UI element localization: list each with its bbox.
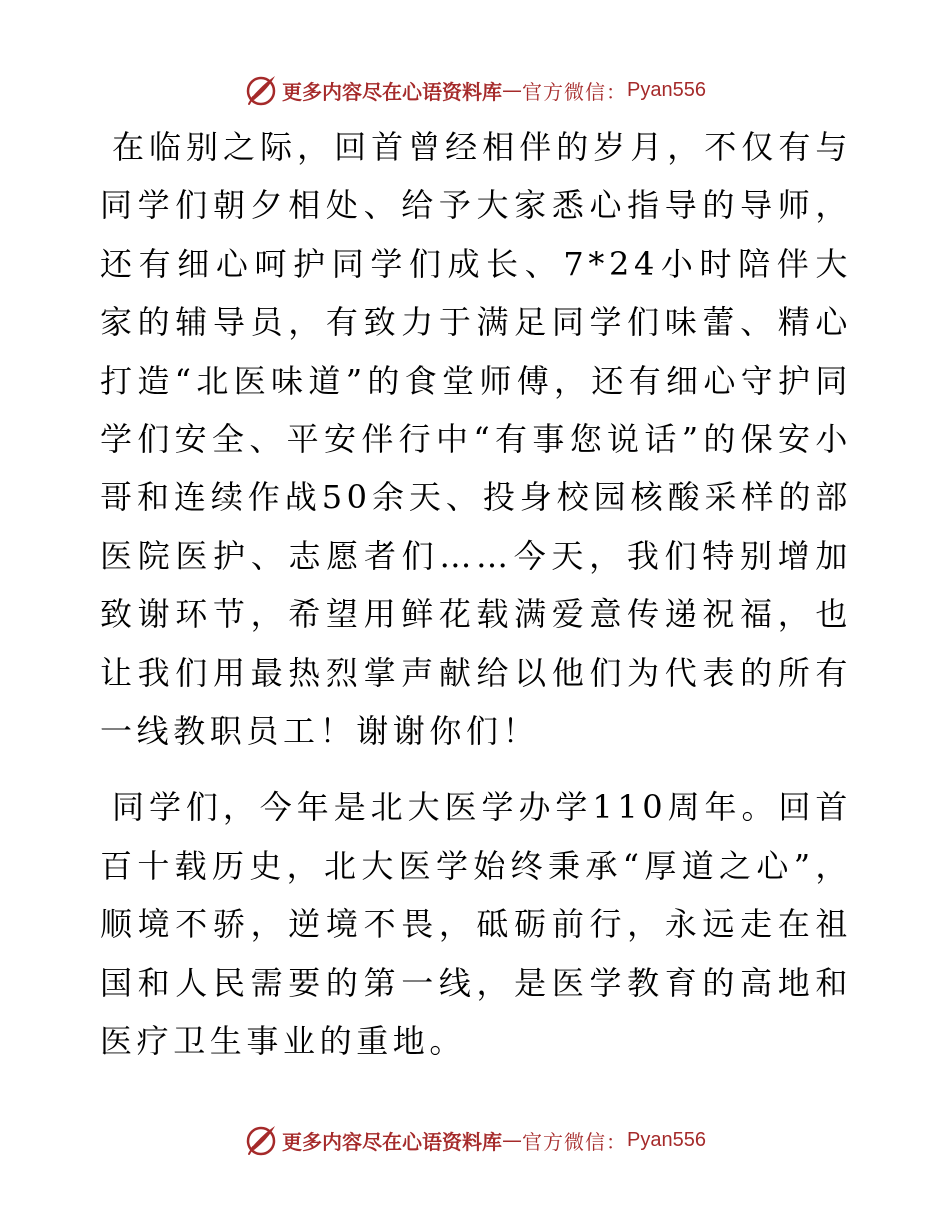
document-body bbox=[100, 118, 852, 1071]
watermark-wechat-id: Pyan556 bbox=[627, 78, 706, 101]
footer-watermark bbox=[0, 1122, 950, 1158]
watermark-main-text: 更多内容尽在心语资料库 bbox=[282, 79, 503, 104]
watermark-wechat-label: 官方微信： bbox=[522, 1129, 628, 1154]
watermark-wechat-id: Pyan556 bbox=[627, 1128, 706, 1151]
watermark-dash: — bbox=[502, 1128, 523, 1152]
paragraph-1: 在临别之际，回首曾经相伴的岁月，不仅有与同学们朝夕相处、给予大家悉心指导的导师，还有细心呵护同学们成长、7*24小时陪伴大家的辅导员，有致力于满足同学们味蕾、精心打造“北医味道”的食堂师傅，还有细心守护同学们安全、平安伴行中“有事您说话”的保安小哥和连续作战50余天、投身校园核酸采样的部医院医护、志愿者们……今天，我们特别增加致谢环节，希望用鲜花载满爱意传递祝福，也让我们用最热烈掌声献给以他们为代表的所有一线教职员工！谢谢你们！ bbox=[100, 128, 852, 751]
watermark-main-text: 更多内容尽在心语资料库 bbox=[282, 1129, 503, 1154]
watermark-wechat-label: 官方微信： bbox=[522, 79, 628, 104]
watermark-dash: — bbox=[502, 78, 523, 102]
paragraph-2: 同学们，今年是北大医学办学110周年。回首百十载历史，北大医学始终秉承“厚道之心”，顺境不骄，逆境不畏，砥砺前行，永远走在祖国和人民需要的第一线，是医学教育的高地和医疗卫生事业的重地。 bbox=[100, 788, 852, 1061]
quill-pen-logo-icon bbox=[244, 73, 278, 107]
header-watermark bbox=[0, 72, 950, 108]
quill-pen-logo-icon bbox=[244, 1123, 278, 1157]
